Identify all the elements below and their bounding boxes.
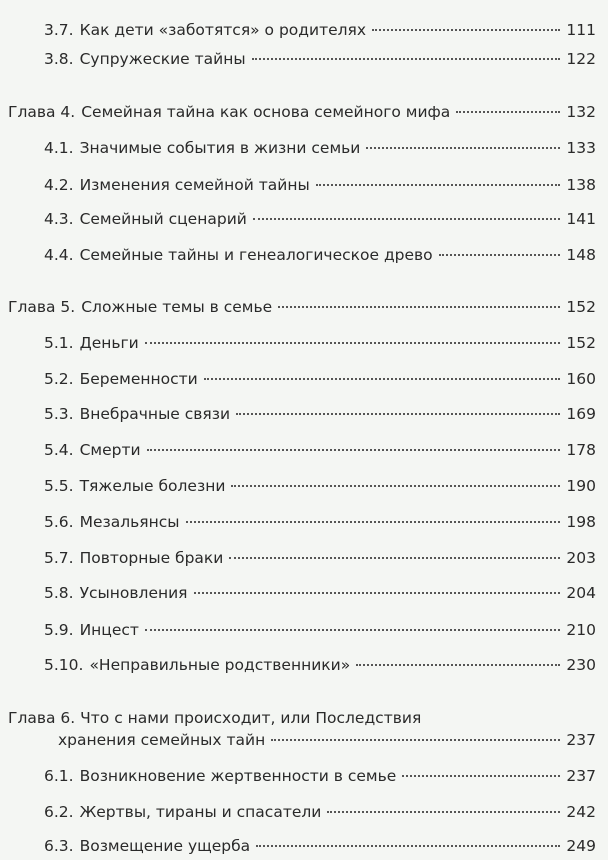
dot-leader [356, 664, 560, 666]
entry-title: Жертвы, тираны и спасатели [79, 803, 322, 821]
toc-chapter[interactable] [8, 102, 596, 122]
entry-title: Возникновение жертвенности в семье [79, 767, 397, 785]
toc-chapter-first-line[interactable] [8, 708, 421, 728]
entry-page: 249 [566, 837, 596, 855]
toc-chapter-continuation[interactable] [58, 730, 596, 750]
toc-entry[interactable] [44, 476, 596, 496]
entry-number: 4.3. [44, 210, 74, 228]
entry-number: 5.7. [44, 549, 74, 567]
entry-page: 152 [566, 334, 596, 352]
dot-leader [231, 485, 560, 487]
dot-leader [366, 147, 560, 149]
entry-title: Семейные тайны и генеалогическое древо [79, 246, 433, 264]
entry-number: 5.10. [44, 656, 84, 674]
entry-title: Возмещение ущерба [79, 837, 251, 855]
entry-page: 190 [566, 477, 596, 495]
entry-number: 6.1. [44, 767, 74, 785]
entry-page: 242 [566, 803, 596, 821]
entry-page: 178 [566, 441, 596, 459]
chapter-number: Глава 4. [8, 103, 76, 121]
entry-title: Смерти [79, 441, 141, 459]
chapter-number: Глава 5. [8, 298, 76, 316]
entry-title: Изменения семейной тайны [79, 176, 310, 194]
entry-page: 204 [566, 584, 596, 602]
toc-entry[interactable] [44, 49, 596, 69]
dot-leader [147, 449, 561, 451]
entry-page: 122 [566, 50, 596, 68]
entry-number: 5.4. [44, 441, 74, 459]
dot-leader [327, 811, 560, 813]
entry-number: 4.1. [44, 139, 74, 157]
entry-page: 198 [566, 513, 596, 531]
toc-entry[interactable] [44, 583, 596, 603]
entry-title: Беременности [79, 370, 198, 388]
entry-page: 160 [566, 370, 596, 388]
entry-title: Супружеские тайны [79, 50, 246, 68]
entry-number: 5.3. [44, 405, 74, 423]
entry-number: 6.3. [44, 837, 74, 855]
entry-title: Инцест [79, 621, 139, 639]
entry-number: 5.6. [44, 513, 74, 531]
dot-leader [372, 29, 560, 31]
entry-page: 111 [566, 21, 596, 39]
dot-leader [256, 845, 560, 847]
entry-page: 237 [566, 767, 596, 785]
toc-entry[interactable] [44, 620, 596, 640]
entry-title: Деньги [79, 334, 139, 352]
entry-number: 5.5. [44, 477, 74, 495]
entry-title: Внебрачные связи [79, 405, 231, 423]
toc-entry[interactable] [44, 369, 596, 389]
toc-entry[interactable] [44, 175, 596, 195]
entry-title: Мезальянсы [79, 513, 180, 531]
entry-page: 148 [566, 246, 596, 264]
toc-entry[interactable] [44, 20, 596, 40]
dot-leader [253, 218, 561, 220]
entry-number: 4.4. [44, 246, 74, 264]
dot-leader [439, 254, 561, 256]
toc-chapter[interactable] [8, 297, 596, 317]
entry-number: 6.2. [44, 803, 74, 821]
dot-leader [271, 739, 560, 741]
dot-leader [278, 306, 560, 308]
entry-page: 133 [566, 139, 596, 157]
chapter-title: Что с нами происходит, или Последствия [80, 709, 422, 727]
entry-page: 210 [566, 621, 596, 639]
entry-number: 5.1. [44, 334, 74, 352]
entry-page: 230 [566, 656, 596, 674]
entry-page: 169 [566, 405, 596, 423]
toc-entry[interactable] [44, 440, 596, 460]
toc-entry[interactable] [44, 138, 596, 158]
entry-page: 203 [566, 549, 596, 567]
toc-entry[interactable] [44, 655, 596, 675]
chapter-page: 237 [566, 731, 596, 749]
entry-title: Повторные браки [79, 549, 224, 567]
entry-title: Как дети «заботятся» о родителях [79, 21, 367, 39]
dot-leader [145, 342, 561, 344]
dot-leader [402, 775, 560, 777]
dot-leader [186, 521, 561, 523]
dot-leader [456, 111, 560, 113]
toc-entry[interactable] [44, 209, 596, 229]
entry-title: Усыновления [79, 584, 188, 602]
toc-entry[interactable] [44, 766, 596, 786]
chapter-title: Семейная тайна как основа семейного мифа [81, 103, 451, 121]
entry-number: 5.2. [44, 370, 74, 388]
chapter-page: 152 [566, 298, 596, 316]
dot-leader [204, 378, 561, 380]
toc-entry[interactable] [44, 404, 596, 424]
chapter-number: Глава 6. [8, 709, 76, 727]
chapter-page: 132 [566, 103, 596, 121]
dot-leader [229, 557, 560, 559]
entry-title: Семейный сценарий [79, 210, 247, 228]
dot-leader [316, 184, 561, 186]
entry-number: 4.2. [44, 176, 74, 194]
toc-entry[interactable] [44, 836, 596, 856]
entry-page: 138 [566, 176, 596, 194]
chapter-title-continuation: хранения семейных тайн [58, 731, 266, 749]
entry-number: 5.9. [44, 621, 74, 639]
dot-leader [145, 629, 560, 631]
toc-entry[interactable] [44, 548, 596, 568]
entry-title: Значимые события в жизни семьи [79, 139, 361, 157]
entry-number: 5.8. [44, 584, 74, 602]
entry-number: 3.7. [44, 21, 74, 39]
dot-leader [252, 58, 561, 60]
toc-entry[interactable] [44, 512, 596, 532]
chapter-title: Сложные темы в семье [81, 298, 273, 316]
toc-entry[interactable] [44, 802, 596, 822]
toc-entry[interactable] [44, 333, 596, 353]
entry-title: «Неправильные родственники» [89, 656, 351, 674]
dot-leader [236, 413, 560, 415]
entry-page: 141 [566, 210, 596, 228]
entry-number: 3.8. [44, 50, 74, 68]
toc-entry[interactable] [44, 245, 596, 265]
entry-title: Тяжелые болезни [79, 477, 226, 495]
dot-leader [194, 592, 561, 594]
